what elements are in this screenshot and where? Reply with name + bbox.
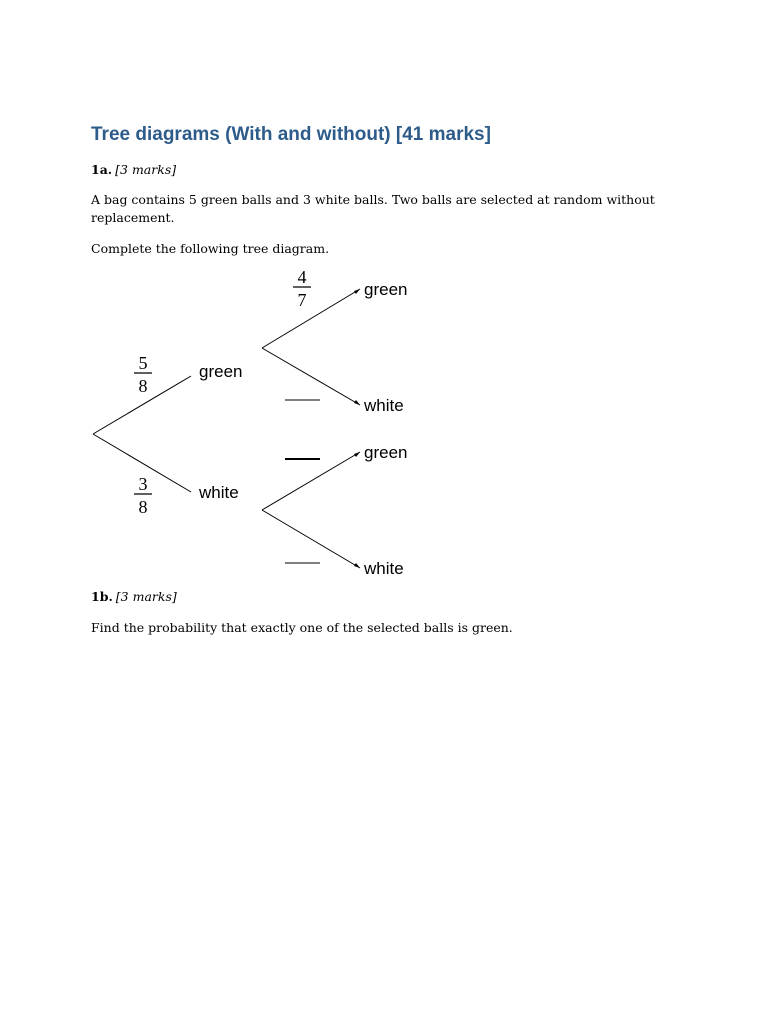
node-green-green: green — [364, 280, 408, 299]
question-1b-text: Find the probability that exactly one of the selected balls is green. — [91, 620, 513, 635]
prob-green-green-denominator: 7 — [297, 290, 307, 310]
prob-first-green — [134, 353, 152, 396]
question-1a-number: 1a. — [91, 162, 113, 177]
branch-green-white — [262, 348, 360, 405]
branch-root-green — [93, 376, 191, 434]
prob-first-green-denominator: 8 — [138, 376, 148, 396]
question-1a-text: A bag contains 5 green balls and 3 white balls. Two balls are selected at random without replacement. — [91, 192, 655, 225]
arrow-tip-icon — [354, 400, 360, 405]
arrow-tip-icon — [354, 563, 360, 568]
arrow-tip-icon — [354, 452, 360, 457]
arrow-tip-icon — [354, 289, 360, 294]
branch-white-green — [262, 452, 360, 510]
question-1b-number: 1b. — [91, 589, 113, 604]
branch-white-white — [262, 510, 360, 568]
node-white-green: green — [364, 443, 408, 462]
question-1a-header — [91, 162, 176, 177]
prob-first-white — [134, 474, 152, 517]
question-1a-marks: [3 marks] — [115, 162, 177, 177]
prob-first-green-numerator: 5 — [138, 353, 148, 373]
node-first-green: green — [199, 362, 243, 381]
question-1b-marks: [3 marks] — [115, 589, 177, 604]
prob-first-white-denominator: 8 — [138, 497, 148, 517]
branch-green-green — [262, 289, 360, 348]
node-white-white: white — [364, 559, 404, 578]
question-1b-header — [91, 589, 177, 604]
page-title: Tree diagrams (With and without) [41 marks] — [91, 124, 491, 145]
prob-green-green — [293, 267, 311, 310]
prob-green-green-numerator: 4 — [297, 267, 307, 287]
prob-first-white-numerator: 3 — [138, 474, 148, 494]
node-first-white: white — [199, 483, 239, 502]
node-green-white: white — [364, 396, 404, 415]
branch-root-white — [93, 434, 191, 492]
question-1a-instruction: Complete the following tree diagram. — [91, 241, 330, 256]
